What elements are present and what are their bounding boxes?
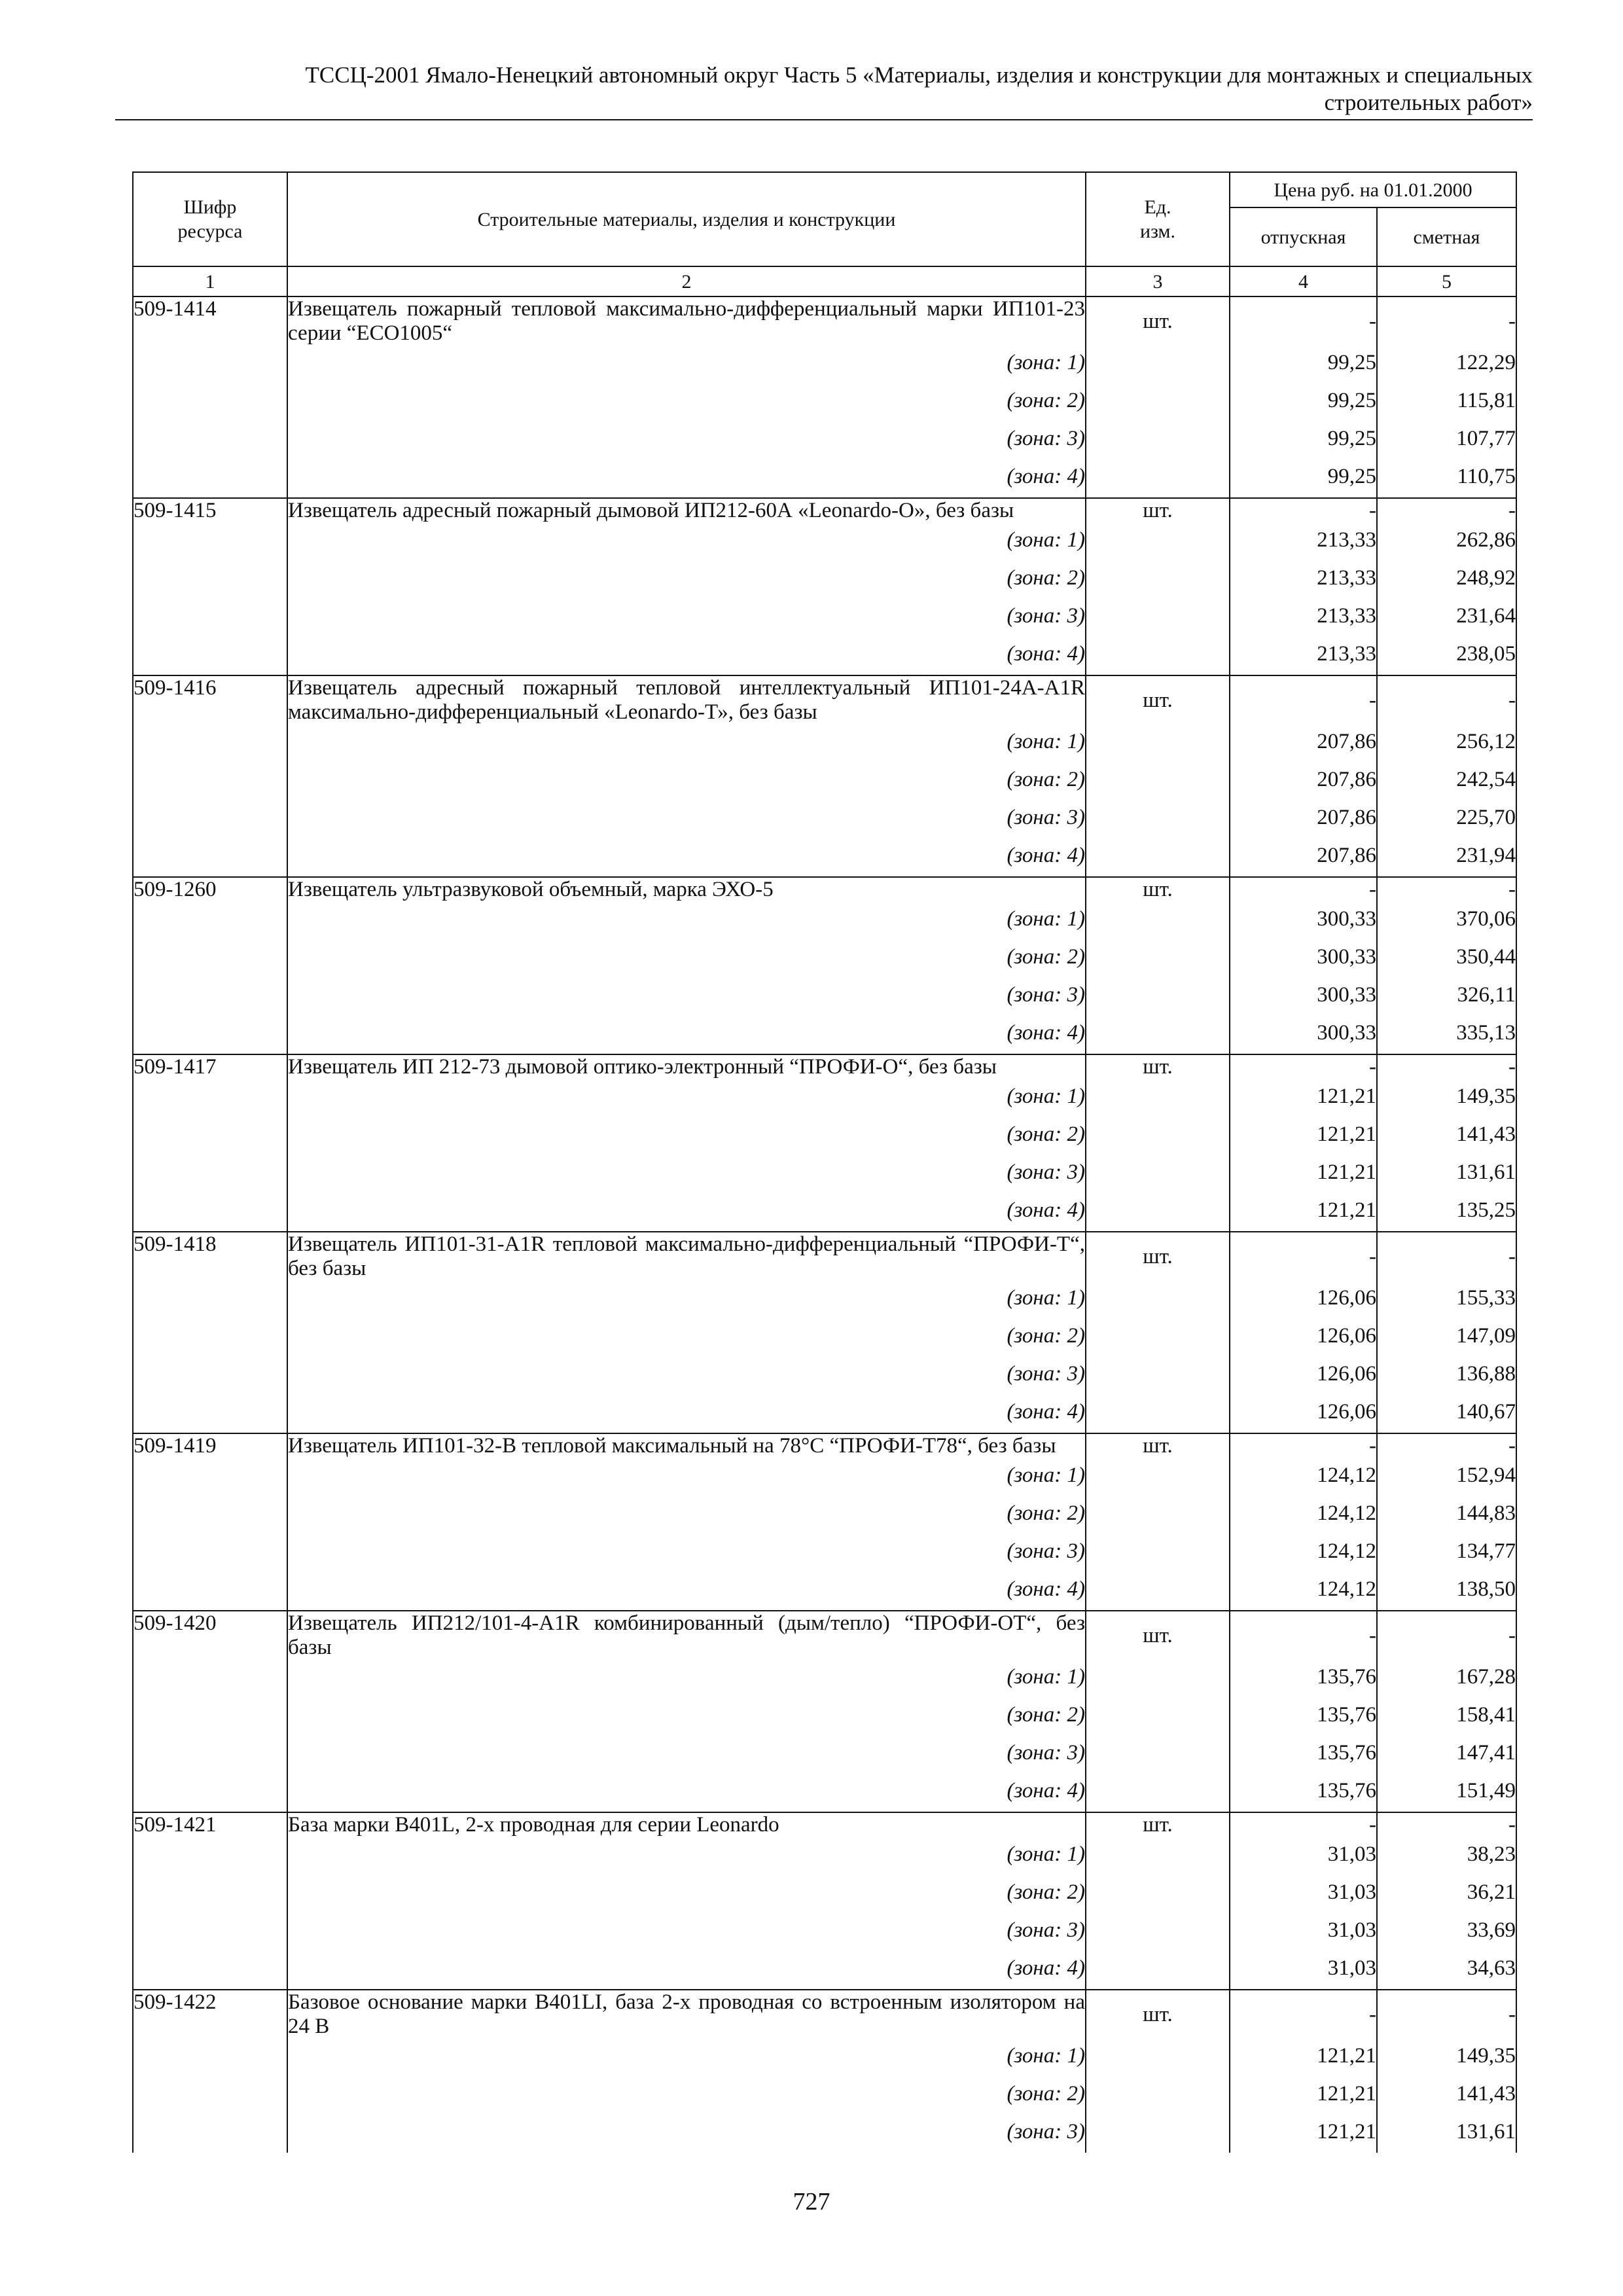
zone-price-estimate: 138,50 — [1377, 1572, 1516, 1611]
material-name: Извещатель ИП212/101-4-A1R комбинированный (дым/тепло) “ПРОФИ-ОТ“, без базы — [288, 1611, 1085, 1659]
resource-code: 509-1421 — [133, 1812, 287, 1990]
zone-price-estimate: 256,12 — [1377, 725, 1516, 762]
zone-row — [133, 346, 1516, 384]
zone-label: (зона: 4) — [287, 637, 1086, 675]
zone-price-estimate: 38,23 — [1377, 1837, 1516, 1875]
zone-row — [133, 384, 1516, 422]
zone-price-estimate: 242,54 — [1377, 762, 1516, 800]
zone-price-estimate: 350,44 — [1377, 940, 1516, 978]
zone-price-release: 121,21 — [1230, 2077, 1377, 2115]
zone-label: (зона: 4) — [287, 838, 1086, 877]
zone-row — [133, 2077, 1516, 2115]
zone-row — [133, 838, 1516, 877]
zone-price-release: 207,86 — [1230, 838, 1377, 877]
zone-price-release: 207,86 — [1230, 800, 1377, 838]
zone-price-estimate: 36,21 — [1377, 1875, 1516, 1913]
resource-code: 509-1416 — [133, 675, 287, 877]
column-header-price-release: отпускная — [1230, 207, 1377, 266]
zone-row — [133, 2115, 1516, 2153]
zone-price-release: 31,03 — [1230, 1837, 1377, 1875]
price-release: - — [1230, 1812, 1377, 1837]
zone-row — [133, 459, 1516, 498]
zone-label: (зона: 1) — [287, 1837, 1086, 1875]
price-release: - — [1230, 877, 1377, 902]
zone-unit-empty — [1086, 561, 1230, 599]
zone-row — [133, 1837, 1516, 1875]
zone-price-release: 31,03 — [1230, 1951, 1377, 1990]
running-header-line-1: ТССЦ-2001 Ямало-Ненецкий автономный округ Часть 5 «Материалы, изделия и конструкции для монтажных и специальных — [305, 62, 1533, 88]
column-header-price: Цена руб. на 01.01.2000 — [1230, 172, 1516, 207]
zone-unit-empty — [1086, 978, 1230, 1016]
zone-row — [133, 800, 1516, 838]
column-number: 4 — [1230, 266, 1377, 296]
column-number-row — [133, 266, 1516, 296]
zone-row — [133, 1155, 1516, 1193]
zone-label: (зона: 2) — [287, 1875, 1086, 1913]
zone-price-release: 300,33 — [1230, 940, 1377, 978]
price-release: - — [1230, 1990, 1377, 2039]
zone-row — [133, 1496, 1516, 1534]
column-number: 3 — [1086, 266, 1230, 296]
price-estimate: - — [1377, 296, 1516, 346]
table-row — [133, 1054, 1516, 1079]
zone-price-estimate: 262,86 — [1377, 523, 1516, 561]
zone-row — [133, 978, 1516, 1016]
zone-row — [133, 1016, 1516, 1054]
zone-unit-empty — [1086, 1660, 1230, 1698]
material-name: Извещатель ИП 212-73 дымовой оптико-электронный “ПРОФИ-О“, без базы — [287, 1054, 1086, 1079]
zone-price-release: 121,21 — [1230, 2039, 1377, 2077]
zone-row — [133, 1774, 1516, 1812]
resource-code: 509-1422 — [133, 1990, 287, 2153]
unit-of-measure: шт. — [1086, 1812, 1230, 1837]
column-number: 2 — [287, 266, 1086, 296]
material-name: Извещатель ИП101-31-A1R тепловой максимально-дифференциальный “ПРОФИ-Т“, без базы — [288, 1232, 1085, 1280]
zone-row — [133, 902, 1516, 940]
zone-row — [133, 762, 1516, 800]
zone-price-estimate: 167,28 — [1377, 1660, 1516, 1698]
zone-label: (зона: 2) — [287, 1698, 1086, 1736]
zone-row — [133, 1875, 1516, 1913]
zone-label: (зона: 3) — [287, 1357, 1086, 1395]
zone-unit-empty — [1086, 2077, 1230, 2115]
zone-price-estimate: 110,75 — [1377, 459, 1516, 498]
zone-row — [133, 1395, 1516, 1433]
page-number: 727 — [793, 2188, 830, 2215]
table-row — [133, 1232, 1516, 1281]
zone-row — [133, 599, 1516, 637]
zone-price-estimate: 149,35 — [1377, 2039, 1516, 2077]
price-estimate: - — [1377, 1611, 1516, 1660]
price-release: - — [1230, 675, 1377, 725]
zone-row — [133, 2039, 1516, 2077]
zone-price-estimate: 149,35 — [1377, 1079, 1516, 1117]
zone-price-release: 31,03 — [1230, 1875, 1377, 1913]
table-row — [133, 1611, 1516, 1660]
unit-of-measure: шт. — [1086, 877, 1230, 902]
price-estimate: - — [1377, 1990, 1516, 2039]
zone-unit-empty — [1086, 1534, 1230, 1572]
table-row — [133, 675, 1516, 725]
material-name: Базовое основание марки B401LI, база 2-х проводная со встроенным изолятором на 24 В — [288, 1990, 1085, 2038]
zone-label: (зона: 2) — [287, 384, 1086, 422]
unit-of-measure: шт. — [1086, 498, 1230, 523]
price-release: - — [1230, 1232, 1377, 1281]
zone-label: (зона: 1) — [287, 2039, 1086, 2077]
zone-price-release: 121,21 — [1230, 1193, 1377, 1232]
zone-price-estimate: 135,25 — [1377, 1193, 1516, 1232]
zone-row — [133, 523, 1516, 561]
zone-price-release: 300,33 — [1230, 978, 1377, 1016]
zone-price-estimate: 144,83 — [1377, 1496, 1516, 1534]
zone-price-release: 121,21 — [1230, 1155, 1377, 1193]
unit-of-measure: шт. — [1086, 1433, 1230, 1458]
zone-unit-empty — [1086, 2115, 1230, 2153]
column-header-unit: Ед. изм. — [1086, 172, 1230, 266]
price-table-head — [133, 172, 1516, 296]
zone-label: (зона: 4) — [287, 1951, 1086, 1990]
zone-price-release: 213,33 — [1230, 561, 1377, 599]
zone-label: (зона: 2) — [287, 2077, 1086, 2115]
zone-unit-empty — [1086, 1319, 1230, 1357]
zone-price-release: 124,12 — [1230, 1572, 1377, 1611]
unit-of-measure: шт. — [1086, 1990, 1230, 2039]
price-release: - — [1230, 296, 1377, 346]
price-release: - — [1230, 1611, 1377, 1660]
zone-label: (зона: 3) — [287, 1155, 1086, 1193]
zone-label: (зона: 2) — [287, 940, 1086, 978]
material-name: Извещатель адресный пожарный дымовой ИП212-60А «Leonardo-О», без базы — [287, 498, 1086, 523]
zone-unit-empty — [1086, 637, 1230, 675]
header-divider — [115, 119, 1533, 120]
zone-price-estimate: 136,88 — [1377, 1357, 1516, 1395]
zone-price-release: 300,33 — [1230, 1016, 1377, 1054]
zone-unit-empty — [1086, 1395, 1230, 1433]
zone-price-estimate: 370,06 — [1377, 902, 1516, 940]
unit-of-measure: шт. — [1086, 1232, 1230, 1281]
price-estimate: - — [1377, 1054, 1516, 1079]
resource-code: 509-1420 — [133, 1611, 287, 1812]
zone-row — [133, 637, 1516, 675]
zone-label: (зона: 3) — [287, 1534, 1086, 1572]
zone-unit-empty — [1086, 422, 1230, 459]
zone-price-estimate: 33,69 — [1377, 1913, 1516, 1951]
zone-unit-empty — [1086, 1016, 1230, 1054]
zone-price-release: 121,21 — [1230, 1117, 1377, 1155]
zone-row — [133, 561, 1516, 599]
zone-price-release: 121,21 — [1230, 1079, 1377, 1117]
unit-of-measure: шт. — [1086, 1054, 1230, 1079]
zone-price-release: 99,25 — [1230, 459, 1377, 498]
price-estimate: - — [1377, 1232, 1516, 1281]
zone-price-estimate: 140,67 — [1377, 1395, 1516, 1433]
zone-label: (зона: 4) — [287, 1193, 1086, 1232]
material-name: Извещатель ультразвуковой объемный, марка ЭХО-5 — [287, 877, 1086, 902]
price-estimate: - — [1377, 877, 1516, 902]
zone-unit-empty — [1086, 725, 1230, 762]
price-release: - — [1230, 1433, 1377, 1458]
zone-label: (зона: 4) — [287, 1016, 1086, 1054]
zone-unit-empty — [1086, 1357, 1230, 1395]
zone-price-release: 126,06 — [1230, 1281, 1377, 1319]
price-release: - — [1230, 498, 1377, 523]
zone-label: (зона: 2) — [287, 1319, 1086, 1357]
table-row — [133, 1433, 1516, 1458]
zone-unit-empty — [1086, 459, 1230, 498]
zone-price-estimate: 115,81 — [1377, 384, 1516, 422]
zone-price-estimate: 141,43 — [1377, 2077, 1516, 2115]
zone-price-release: 126,06 — [1230, 1357, 1377, 1395]
unit-of-measure: шт. — [1086, 675, 1230, 725]
zone-price-release: 213,33 — [1230, 523, 1377, 561]
zone-unit-empty — [1086, 599, 1230, 637]
zone-price-release: 135,76 — [1230, 1660, 1377, 1698]
zone-price-release: 124,12 — [1230, 1534, 1377, 1572]
zone-price-release: 121,21 — [1230, 2115, 1377, 2153]
zone-label: (зона: 4) — [287, 1774, 1086, 1812]
zone-price-release: 99,25 — [1230, 422, 1377, 459]
zone-price-release: 124,12 — [1230, 1458, 1377, 1496]
table-row — [133, 1812, 1516, 1837]
zone-price-estimate: 141,43 — [1377, 1117, 1516, 1155]
column-number: 5 — [1377, 266, 1516, 296]
material-name: База марки B401L, 2-х проводная для серии Leonardo — [287, 1812, 1086, 1837]
zone-label: (зона: 2) — [287, 1117, 1086, 1155]
zone-price-release: 124,12 — [1230, 1496, 1377, 1534]
price-table — [132, 171, 1517, 2153]
zone-label: (зона: 3) — [287, 599, 1086, 637]
zone-price-estimate: 151,49 — [1377, 1774, 1516, 1812]
zone-unit-empty — [1086, 902, 1230, 940]
zone-price-estimate: 238,05 — [1377, 637, 1516, 675]
zone-label: (зона: 3) — [287, 1736, 1086, 1774]
running-header-line-2: строительных работ» — [1324, 90, 1533, 115]
resource-code: 509-1419 — [133, 1433, 287, 1611]
zone-unit-empty — [1086, 1913, 1230, 1951]
zone-unit-empty — [1086, 800, 1230, 838]
zone-unit-empty — [1086, 2039, 1230, 2077]
resource-code: 509-1414 — [133, 296, 287, 498]
zone-price-estimate: 231,64 — [1377, 599, 1516, 637]
zone-row — [133, 1660, 1516, 1698]
zone-row — [133, 1698, 1516, 1736]
zone-price-release: 135,76 — [1230, 1736, 1377, 1774]
material-name: Извещатель адресный пожарный тепловой интеллектуальный ИП101-24А-A1R максимально-дифференциальный «Leonardo-Т», без базы — [288, 676, 1085, 724]
zone-row — [133, 1458, 1516, 1496]
column-number: 1 — [133, 266, 287, 296]
resource-code: 509-1418 — [133, 1232, 287, 1433]
column-header-name: Строительные материалы, изделия и конструкции — [287, 172, 1086, 266]
zone-price-estimate: 131,61 — [1377, 1155, 1516, 1193]
zone-price-release: 99,25 — [1230, 384, 1377, 422]
zone-unit-empty — [1086, 762, 1230, 800]
zone-unit-empty — [1086, 1951, 1230, 1990]
zone-price-estimate: 158,41 — [1377, 1698, 1516, 1736]
zone-price-estimate: 34,63 — [1377, 1951, 1516, 1990]
zone-price-estimate: 335,13 — [1377, 1016, 1516, 1054]
zone-unit-empty — [1086, 1193, 1230, 1232]
zone-row — [133, 1572, 1516, 1611]
zone-unit-empty — [1086, 523, 1230, 561]
zone-label: (зона: 4) — [287, 1395, 1086, 1433]
zone-row — [133, 1736, 1516, 1774]
unit-of-measure: шт. — [1086, 296, 1230, 346]
price-table-body — [133, 296, 1516, 2153]
zone-price-release: 207,86 — [1230, 725, 1377, 762]
zone-label: (зона: 3) — [287, 422, 1086, 459]
price-estimate: - — [1377, 675, 1516, 725]
zone-unit-empty — [1086, 384, 1230, 422]
zone-price-estimate: 107,77 — [1377, 422, 1516, 459]
table-row — [133, 498, 1516, 523]
zone-price-release: 213,33 — [1230, 637, 1377, 675]
zone-price-estimate: 152,94 — [1377, 1458, 1516, 1496]
zone-price-estimate: 248,92 — [1377, 561, 1516, 599]
zone-price-estimate: 134,77 — [1377, 1534, 1516, 1572]
column-header-price-estimate: сметная — [1377, 207, 1516, 266]
zone-unit-empty — [1086, 838, 1230, 877]
zone-label: (зона: 1) — [287, 523, 1086, 561]
zone-price-release: 135,76 — [1230, 1698, 1377, 1736]
unit-of-measure: шт. — [1086, 1611, 1230, 1660]
zone-row — [133, 1193, 1516, 1232]
zone-label: (зона: 3) — [287, 1913, 1086, 1951]
price-estimate: - — [1377, 498, 1516, 523]
zone-label: (зона: 1) — [287, 1660, 1086, 1698]
price-estimate: - — [1377, 1433, 1516, 1458]
zone-label: (зона: 1) — [287, 902, 1086, 940]
zone-price-estimate: 122,29 — [1377, 346, 1516, 384]
zone-row — [133, 1281, 1516, 1319]
zone-row — [133, 1117, 1516, 1155]
zone-unit-empty — [1086, 1496, 1230, 1534]
zone-unit-empty — [1086, 1281, 1230, 1319]
zone-price-estimate: 147,09 — [1377, 1319, 1516, 1357]
zone-unit-empty — [1086, 1155, 1230, 1193]
zone-row — [133, 940, 1516, 978]
zone-label: (зона: 1) — [287, 725, 1086, 762]
zone-row — [133, 1951, 1516, 1990]
zone-label: (зона: 4) — [287, 1572, 1086, 1611]
zone-label: (зона: 3) — [287, 800, 1086, 838]
zone-row — [133, 1913, 1516, 1951]
zone-price-estimate: 147,41 — [1377, 1736, 1516, 1774]
zone-row — [133, 1319, 1516, 1357]
zone-unit-empty — [1086, 1079, 1230, 1117]
zone-label: (зона: 3) — [287, 2115, 1086, 2153]
zone-row — [133, 422, 1516, 459]
zone-unit-empty — [1086, 940, 1230, 978]
resource-code: 509-1415 — [133, 498, 287, 675]
zone-unit-empty — [1086, 346, 1230, 384]
zone-price-estimate: 326,11 — [1377, 978, 1516, 1016]
zone-row — [133, 1534, 1516, 1572]
zone-unit-empty — [1086, 1117, 1230, 1155]
price-estimate: - — [1377, 1812, 1516, 1837]
zone-label: (зона: 1) — [287, 1281, 1086, 1319]
zone-price-release: 31,03 — [1230, 1913, 1377, 1951]
zone-label: (зона: 1) — [287, 1079, 1086, 1117]
zone-label: (зона: 2) — [287, 1496, 1086, 1534]
table-row — [133, 296, 1516, 346]
zone-price-estimate: 155,33 — [1377, 1281, 1516, 1319]
zone-label: (зона: 1) — [287, 1458, 1086, 1496]
zone-price-estimate: 231,94 — [1377, 838, 1516, 877]
zone-row — [133, 725, 1516, 762]
running-header — [115, 62, 1533, 117]
zone-price-release: 135,76 — [1230, 1774, 1377, 1812]
resource-code: 509-1260 — [133, 877, 287, 1054]
column-header-code: Шифр ресурса — [133, 172, 287, 266]
zone-price-release: 207,86 — [1230, 762, 1377, 800]
zone-price-estimate: 225,70 — [1377, 800, 1516, 838]
zone-unit-empty — [1086, 1774, 1230, 1812]
material-name: Извещатель пожарный тепловой максимально-дифференциальный марки ИП101-23 серии “ЕСО1005“ — [288, 297, 1085, 345]
zone-label: (зона: 1) — [287, 346, 1086, 384]
zone-price-release: 213,33 — [1230, 599, 1377, 637]
zone-unit-empty — [1086, 1837, 1230, 1875]
zone-price-estimate: 131,61 — [1377, 2115, 1516, 2153]
price-release: - — [1230, 1054, 1377, 1079]
zone-label: (зона: 4) — [287, 459, 1086, 498]
zone-label: (зона: 2) — [287, 561, 1086, 599]
zone-price-release: 300,33 — [1230, 902, 1377, 940]
zone-price-release: 126,06 — [1230, 1319, 1377, 1357]
zone-unit-empty — [1086, 1572, 1230, 1611]
resource-code: 509-1417 — [133, 1054, 287, 1232]
zone-label: (зона: 3) — [287, 978, 1086, 1016]
zone-unit-empty — [1086, 1875, 1230, 1913]
zone-unit-empty — [1086, 1698, 1230, 1736]
table-row — [133, 1990, 1516, 2039]
material-name: Извещатель ИП101-32-В тепловой максимальный на 78°С “ПРОФИ-Т78“, без базы — [287, 1433, 1086, 1458]
zone-unit-empty — [1086, 1458, 1230, 1496]
zone-unit-empty — [1086, 1736, 1230, 1774]
zone-label: (зона: 2) — [287, 762, 1086, 800]
zone-row — [133, 1079, 1516, 1117]
zone-price-release: 99,25 — [1230, 346, 1377, 384]
zone-price-release: 126,06 — [1230, 1395, 1377, 1433]
zone-row — [133, 1357, 1516, 1395]
table-row — [133, 877, 1516, 902]
